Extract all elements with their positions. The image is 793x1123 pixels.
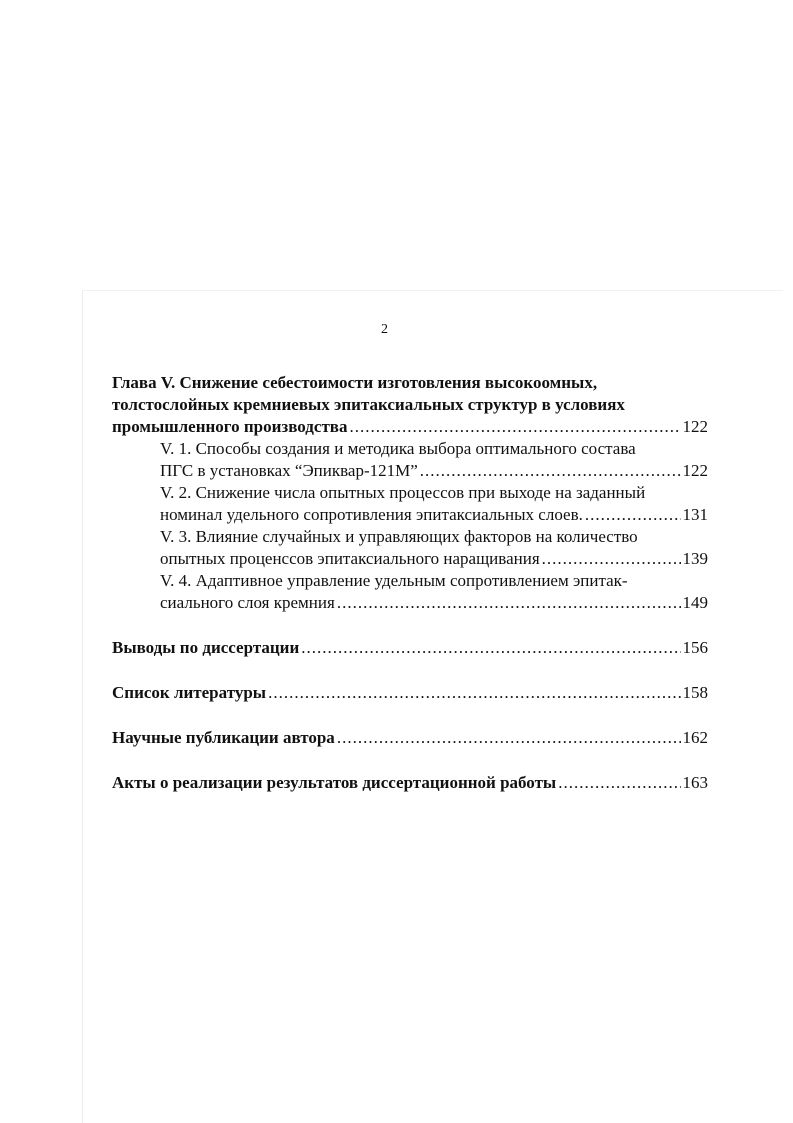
section-2-line-1: V. 2. Снижение числа опытных процессов при выходе на заданный xyxy=(160,483,646,502)
leader-dots xyxy=(337,592,681,614)
leader-dots xyxy=(558,772,680,794)
page-number: 2 xyxy=(381,322,388,337)
toc-entry-acts: Акты о реализации результатов диссертационной работы ..... 163 xyxy=(112,772,708,794)
page-ref: 163 xyxy=(682,773,708,792)
page-ref: 158 xyxy=(682,683,708,702)
leader-dots xyxy=(349,416,680,438)
page-ref: 122 xyxy=(682,417,708,436)
leader-dots xyxy=(420,460,681,482)
chapter-title-line-2: толстослойных кремниевых эпитаксиальных структур в условиях xyxy=(112,395,625,414)
leader-dots xyxy=(585,504,681,526)
section-4-line-2: сиального слоя кремния ..... 149 xyxy=(112,592,708,614)
toc-entry-conclusions: Выводы по диссертации ..... 156 xyxy=(112,637,708,659)
leader-dots xyxy=(542,548,681,570)
page-ref: 131 xyxy=(682,505,708,524)
section-1-line-2: ПГС в установках “Эпиквар-121М” ..... 122 xyxy=(112,460,708,482)
section-3-line-2: опытных проценссов эпитаксиального наращивания ..... 139 xyxy=(112,548,708,570)
leader-dots xyxy=(301,637,680,659)
toc-entry-references: Список литературы ..... 158 xyxy=(112,682,708,704)
table-of-contents xyxy=(112,372,708,794)
toc-entry-publications: Научные публикации автора ..... 162 xyxy=(112,727,708,749)
leader-dots xyxy=(337,727,681,749)
page-ref: 156 xyxy=(682,638,708,657)
page-ref: 139 xyxy=(682,549,708,568)
section-2-line-2: номинал удельного сопротивления эпитаксиальных слоев. ..... 131 xyxy=(112,504,708,526)
page-ref: 122 xyxy=(682,461,708,480)
chapter-title-line-1: Глава V. Снижение себестоимости изготовления высокоомных, xyxy=(112,373,598,392)
section-4-line-1: V. 4. Адаптивное управление удельным сопротивлением эпитак- xyxy=(160,571,628,590)
section-1-line-1: V. 1. Способы создания и методика выбора оптимального состава xyxy=(160,439,636,458)
section-3-line-1: V. 3. Влияние случайных и управляющих факторов на количество xyxy=(160,527,638,546)
chapter-title-line-3: промышленного производства ..... 122 xyxy=(112,416,708,438)
leader-dots xyxy=(268,682,680,704)
page-ref: 162 xyxy=(682,728,708,747)
page-ref: 149 xyxy=(682,593,708,612)
